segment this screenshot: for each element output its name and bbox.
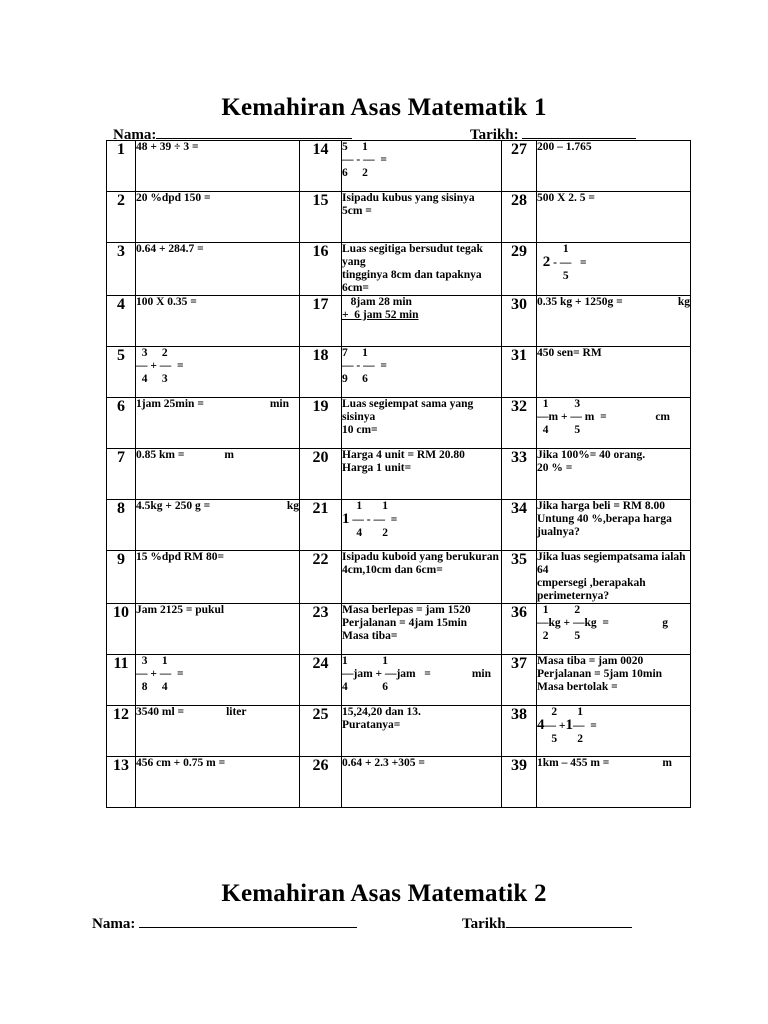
question-cell[interactable]: Masa berlepas = jam 1520 Perjalanan = 4jam 15min Masa tiba= (342, 604, 502, 655)
table-row (107, 398, 691, 449)
question-cell[interactable]: Jika harga beli = RM 8.00 Untung 40 %,berapa harga jualnya? (537, 500, 691, 551)
question-number: 13 (107, 757, 136, 808)
date-label: Tarikh (462, 916, 506, 932)
sheet-2-name-row (92, 913, 357, 933)
question-cell[interactable]: 100 X 0.35 = (136, 296, 300, 347)
question-cell[interactable]: 20 %dpd 150 = (136, 192, 300, 243)
question-cell[interactable]: 1jam 25min = min (136, 398, 300, 449)
table-row (107, 551, 691, 604)
table-row (107, 192, 691, 243)
question-number: 25 (300, 706, 342, 757)
table-row (107, 347, 691, 398)
question-cell[interactable]: 3 2 — + — = 4 3 (136, 347, 300, 398)
question-cell[interactable]: 1 1 —jam + —jam = min 4 6 (342, 655, 502, 706)
question-cell[interactable]: Jika luas segiempatsama ialah 64 cmpersegi ,berapakah perimeternya? (537, 551, 691, 604)
question-number: 33 (502, 449, 537, 500)
question-cell[interactable]: 2 1 4— +1— = 5 2 (537, 706, 691, 757)
question-number: 8 (107, 500, 136, 551)
question-cell[interactable]: 15 %dpd RM 80= (136, 551, 300, 604)
question-number: 17 (300, 296, 342, 347)
question-number: 14 (300, 141, 342, 192)
name-label: Nama: (113, 127, 157, 143)
question-number: 24 (300, 655, 342, 706)
question-cell[interactable]: 1 2 - — = 5 (537, 243, 691, 296)
name-field[interactable] (139, 913, 357, 928)
table-row (107, 604, 691, 655)
question-number: 22 (300, 551, 342, 604)
question-cell[interactable]: 1 1 1 — - — = 4 2 (342, 500, 502, 551)
table-row (107, 296, 691, 347)
question-number: 32 (502, 398, 537, 449)
table-row (107, 243, 691, 296)
question-number: 34 (502, 500, 537, 551)
question-number: 20 (300, 449, 342, 500)
question-number: 21 (300, 500, 342, 551)
question-number: 7 (107, 449, 136, 500)
question-cell[interactable]: 200 – 1.765 (537, 141, 691, 192)
question-number: 10 (107, 604, 136, 655)
question-number: 11 (107, 655, 136, 706)
name-label: Nama: (92, 916, 136, 932)
question-cell[interactable]: Luas segitiga bersudut tegak yang tingginya 8cm dan tapaknya 6cm= (342, 243, 502, 296)
question-number: 37 (502, 655, 537, 706)
question-cell[interactable]: Jam 2125 = pukul (136, 604, 300, 655)
question-cell[interactable]: 0.35 kg + 1250g = kg (537, 296, 691, 347)
table-row (107, 655, 691, 706)
question-number: 9 (107, 551, 136, 604)
question-table (106, 140, 691, 808)
question-number: 29 (502, 243, 537, 296)
question-number: 26 (300, 757, 342, 808)
question-number: 5 (107, 347, 136, 398)
question-number: 15 (300, 192, 342, 243)
question-number: 30 (502, 296, 537, 347)
question-cell[interactable]: 1 2 —kg + —kg = g 2 5 (537, 604, 691, 655)
question-number: 35 (502, 551, 537, 604)
question-number: 4 (107, 296, 136, 347)
sheet-1-title: Kemahiran Asas Matematik 1 (221, 94, 547, 121)
table-row (107, 449, 691, 500)
question-cell[interactable]: 3 1 — + — = 8 4 (136, 655, 300, 706)
table-row (107, 141, 691, 192)
question-cell[interactable]: Isipadu kuboid yang berukuran 4cm,10cm dan 6cm= (342, 551, 502, 604)
question-cell[interactable]: Masa tiba = jam 0020 Perjalanan = 5jam 10min Masa bertolak = (537, 655, 691, 706)
sheet-2-title: Kemahiran Asas Matematik 2 (221, 880, 547, 907)
question-number: 39 (502, 757, 537, 808)
question-cell[interactable]: 500 X 2. 5 = (537, 192, 691, 243)
question-cell[interactable]: 0.64 + 2.3 +305 = (342, 757, 502, 808)
question-number: 18 (300, 347, 342, 398)
question-cell[interactable]: 8jam 28 min + 6 jam 52 min (342, 296, 502, 347)
question-cell[interactable]: 48 + 39 ÷ 3 = (136, 141, 300, 192)
date-label: Tarikh: (470, 127, 519, 143)
question-number: 19 (300, 398, 342, 449)
date-field[interactable] (522, 124, 636, 139)
question-cell[interactable]: Isipadu kubus yang sisinya 5cm = (342, 192, 502, 243)
question-number: 36 (502, 604, 537, 655)
question-cell[interactable]: 0.64 + 284.7 = (136, 243, 300, 296)
question-number: 31 (502, 347, 537, 398)
question-number: 23 (300, 604, 342, 655)
date-field[interactable] (506, 913, 632, 928)
question-cell[interactable]: 450 sen= RM (537, 347, 691, 398)
question-number: 6 (107, 398, 136, 449)
question-number: 2 (107, 192, 136, 243)
table-row (107, 757, 691, 808)
question-cell[interactable]: 7 1 — - — = 9 6 (342, 347, 502, 398)
question-cell[interactable]: 3540 ml = liter (136, 706, 300, 757)
question-cell[interactable]: 15,24,20 dan 13. Puratanya= (342, 706, 502, 757)
question-number: 27 (502, 141, 537, 192)
question-cell[interactable]: 5 1 — - — = 6 2 (342, 141, 502, 192)
table-row (107, 706, 691, 757)
question-number: 28 (502, 192, 537, 243)
sheet-2-date-row (462, 913, 632, 933)
name-field[interactable] (156, 124, 352, 139)
question-cell[interactable]: Luas segiempat sama yang sisinya 10 cm= (342, 398, 502, 449)
question-cell[interactable]: 0.85 km = m (136, 449, 300, 500)
table-row (107, 500, 691, 551)
question-cell[interactable]: 1 3 —m + — m = cm 4 5 (537, 398, 691, 449)
question-cell[interactable]: 456 cm + 0.75 m = (136, 757, 300, 808)
question-number: 38 (502, 706, 537, 757)
question-number: 16 (300, 243, 342, 296)
question-number: 3 (107, 243, 136, 296)
question-cell[interactable]: Jika 100%= 40 orang. 20 % = (537, 449, 691, 500)
question-cell[interactable]: 1km – 455 m = m (537, 757, 691, 808)
question-cell[interactable]: 4.5kg + 250 g = kg (136, 500, 300, 551)
question-number: 12 (107, 706, 136, 757)
question-number: 1 (107, 141, 136, 192)
question-cell[interactable]: Harga 4 unit = RM 20.80 Harga 1 unit= (342, 449, 502, 500)
